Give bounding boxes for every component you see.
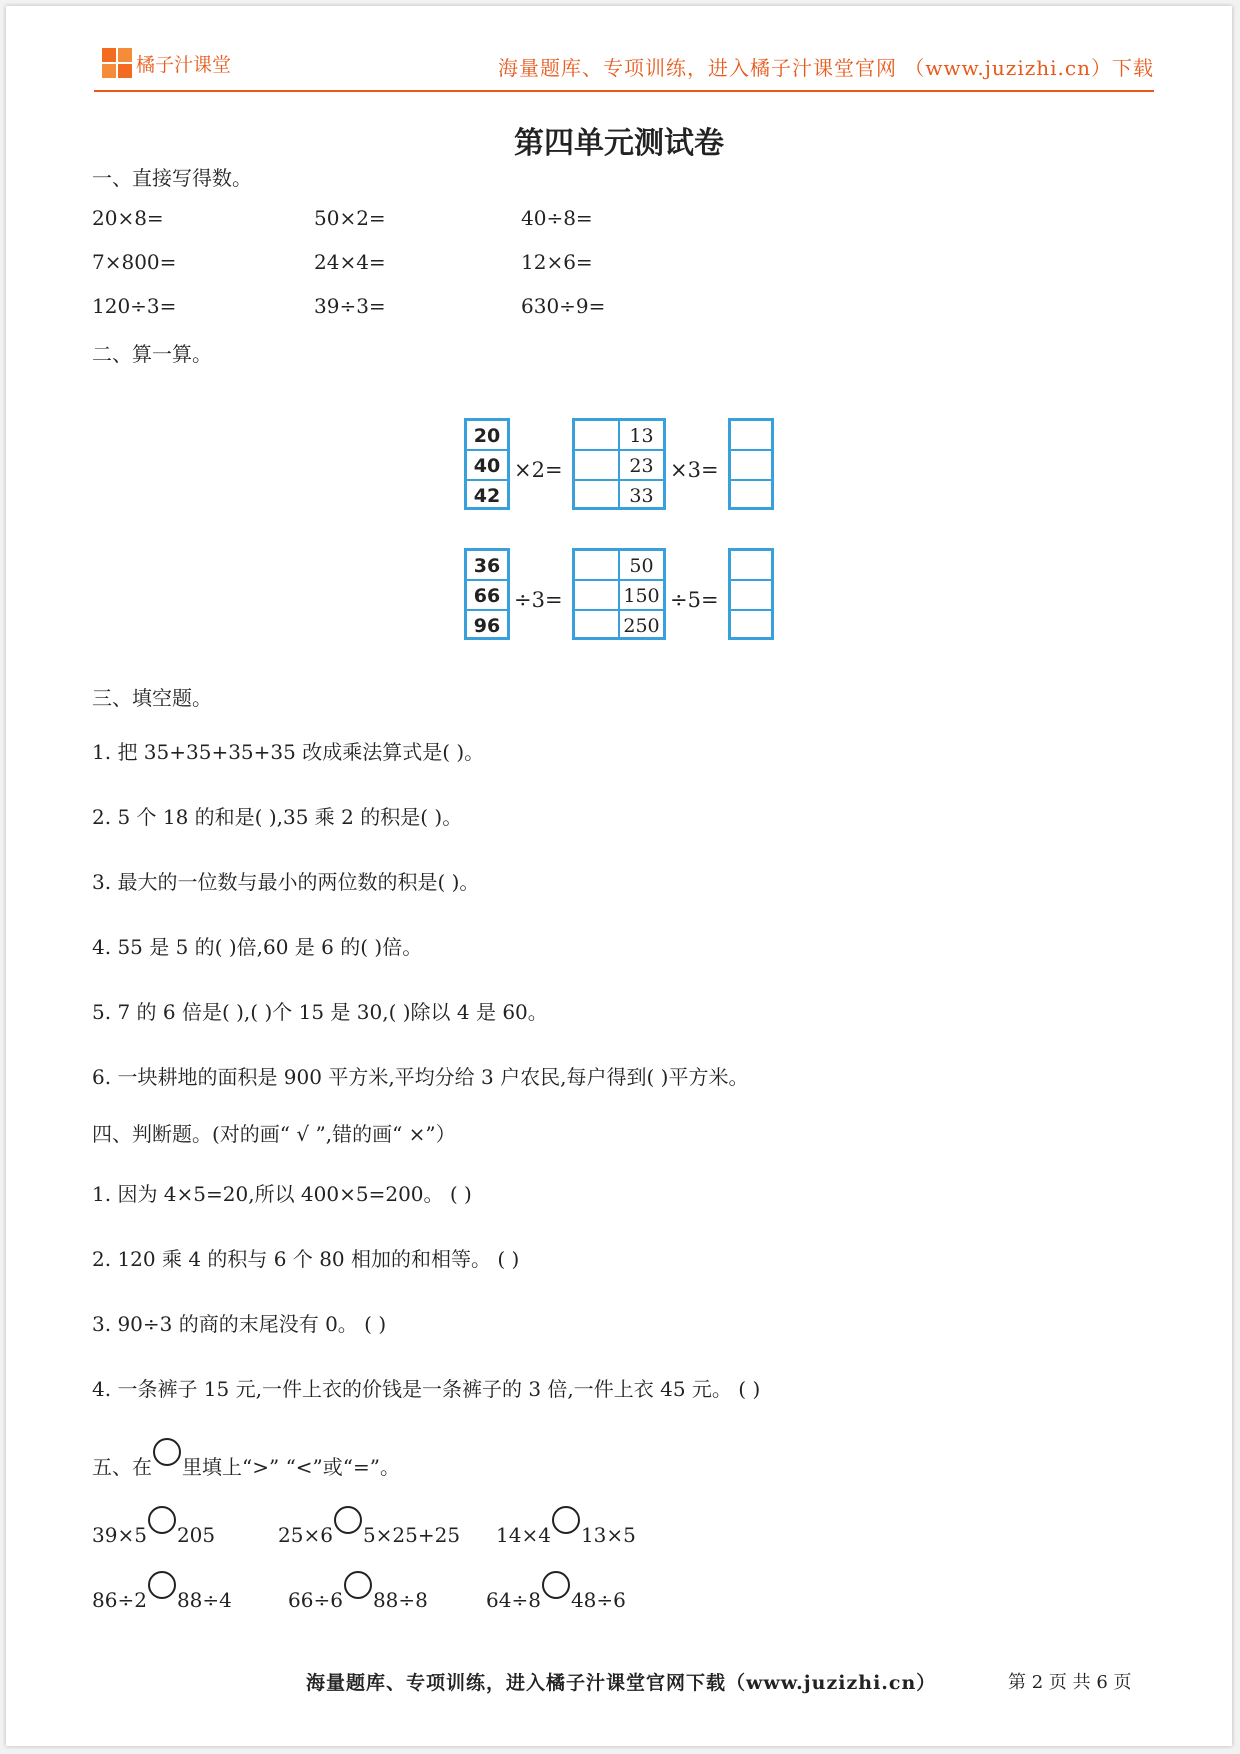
- section-2-heading: 二、算一算。: [92, 342, 212, 366]
- frame-cell: 13: [619, 420, 664, 450]
- frame-cell: 150: [619, 580, 664, 610]
- judge-question: 2. 120 乘 4 的积与 6 个 80 相加的和相等。 ( ): [92, 1247, 520, 1271]
- s1-item: 12×6=: [521, 250, 593, 274]
- s1-item: 120÷3=: [92, 294, 177, 318]
- footer-slogan: 海量题库、专项训练，进入橘子汁课堂官网下载（www.juzizhi.cn）: [306, 1672, 937, 1694]
- frame-cell: 96: [466, 610, 508, 638]
- s1-item: 7×800=: [92, 250, 177, 274]
- compare-circle[interactable]: [552, 1506, 580, 1534]
- frame-cell: 23: [619, 450, 664, 480]
- answer-cell[interactable]: [574, 480, 619, 508]
- answer-cell[interactable]: [574, 550, 619, 580]
- page-number: 第 2 页 共 6 页: [1008, 1672, 1132, 1693]
- section-1-heading: 一、直接写得数。: [92, 166, 252, 190]
- input-frame-2: [464, 548, 510, 640]
- circle-icon: [153, 1438, 181, 1466]
- compare-left: 25×6: [278, 1523, 333, 1547]
- header-slogan: 海量题库、专项训练，进入橘子汁课堂官网 （www.juzizhi.cn）下载: [498, 56, 1154, 80]
- compare-circle[interactable]: [542, 1571, 570, 1599]
- brand-logo[interactable]: [102, 48, 231, 78]
- answer-cell[interactable]: [730, 550, 772, 580]
- compare-item: [496, 1506, 636, 1547]
- operator-label: ÷3=: [514, 588, 563, 612]
- heading-text: 里填上“>” “<”或“=”。: [182, 1455, 400, 1479]
- s1-item: 50×2=: [314, 206, 386, 230]
- s1-item: 39÷3=: [314, 294, 386, 318]
- section-3-heading: 三、填空题。: [92, 686, 212, 710]
- s1-item: 40÷8=: [521, 206, 593, 230]
- compare-left: 66÷6: [288, 1588, 343, 1612]
- compare-left: 64÷8: [486, 1588, 541, 1612]
- page-header: [94, 46, 1154, 90]
- compare-left: 86÷2: [92, 1588, 147, 1612]
- judge-question: 4. 一条裤子 15 元,一件上衣的价钱是一条裤子的 3 倍,一件上衣 45 元。 ( ): [92, 1377, 761, 1401]
- answer-cell[interactable]: [730, 580, 772, 610]
- compare-right: 5×25+25: [362, 1523, 461, 1547]
- frame-cell: 250: [619, 610, 664, 638]
- section-5-heading: [92, 1438, 400, 1480]
- fill-blank-question: 5. 7 的 6 倍是( ),( )个 15 是 30,( )除以 4 是 60。: [92, 1000, 548, 1024]
- compare-circle[interactable]: [148, 1571, 176, 1599]
- judge-question: 3. 90÷3 的商的末尾没有 0。 ( ): [92, 1312, 387, 1336]
- fill-blank-question: 1. 把 35+35+35+35 改成乘法算式是( )。: [92, 740, 485, 764]
- frame-cell: 36: [466, 550, 508, 580]
- middle-frame-1: [572, 418, 666, 510]
- answer-cell[interactable]: [574, 610, 619, 638]
- frame-cell: 66: [466, 580, 508, 610]
- logo-text: 橘子汁课堂: [136, 53, 232, 76]
- frame-cell: 33: [619, 480, 664, 508]
- answer-cell[interactable]: [730, 450, 772, 480]
- logo-icon: [102, 48, 132, 78]
- compare-left: 14×4: [496, 1523, 551, 1547]
- frame-cell: 50: [619, 550, 664, 580]
- fill-blank-question: 2. 5 个 18 的和是( ),35 乘 2 的积是( )。: [92, 805, 463, 829]
- compare-right: 88÷8: [372, 1588, 428, 1612]
- heading-text: 五、在: [92, 1455, 152, 1479]
- s1-item: 630÷9=: [521, 294, 606, 318]
- answer-cell[interactable]: [730, 420, 772, 450]
- compare-item: [278, 1506, 460, 1547]
- answer-cell[interactable]: [730, 480, 772, 508]
- compare-circle[interactable]: [148, 1506, 176, 1534]
- frame-cell: 40: [466, 450, 508, 480]
- compare-right: 48÷6: [570, 1588, 626, 1612]
- s1-item: 20×8=: [92, 206, 164, 230]
- s1-item: 24×4=: [314, 250, 386, 274]
- compare-item: [92, 1571, 232, 1612]
- header-divider: [94, 90, 1154, 92]
- compare-item: [486, 1571, 626, 1612]
- answer-cell[interactable]: [574, 580, 619, 610]
- result-frame-2: [728, 548, 774, 640]
- frame-cell: 20: [466, 420, 508, 450]
- judge-question: 1. 因为 4×5=20,所以 400×5=200。 ( ): [92, 1182, 472, 1206]
- compare-right: 13×5: [580, 1523, 636, 1547]
- compare-circle[interactable]: [344, 1571, 372, 1599]
- answer-cell[interactable]: [574, 450, 619, 480]
- compare-circle[interactable]: [334, 1506, 362, 1534]
- document-page: [6, 6, 1232, 1746]
- page-title: 第四单元测试卷: [514, 126, 724, 161]
- operator-label: ÷5=: [670, 588, 719, 612]
- result-frame-1: [728, 418, 774, 510]
- fill-blank-question: 6. 一块耕地的面积是 900 平方米,平均分给 3 户农民,每户得到( )平方米。: [92, 1065, 749, 1089]
- answer-cell[interactable]: [574, 420, 619, 450]
- frame-cell: 42: [466, 480, 508, 508]
- section-4-heading: 四、判断题。(对的画“ √ ”,错的画“ ×”）: [92, 1122, 456, 1146]
- compare-left: 39×5: [92, 1523, 147, 1547]
- middle-frame-2: [572, 548, 666, 640]
- operator-label: ×3=: [670, 458, 719, 482]
- fill-blank-question: 4. 55 是 5 的( )倍,60 是 6 的( )倍。: [92, 935, 423, 959]
- operator-label: ×2=: [514, 458, 563, 482]
- compare-item: [92, 1506, 215, 1547]
- input-frame-1: [464, 418, 510, 510]
- fill-blank-question: 3. 最大的一位数与最小的两位数的积是( )。: [92, 870, 480, 894]
- answer-cell[interactable]: [730, 610, 772, 638]
- compare-item: [288, 1571, 428, 1612]
- compare-right: 88÷4: [176, 1588, 232, 1612]
- compare-right: 205: [176, 1523, 216, 1547]
